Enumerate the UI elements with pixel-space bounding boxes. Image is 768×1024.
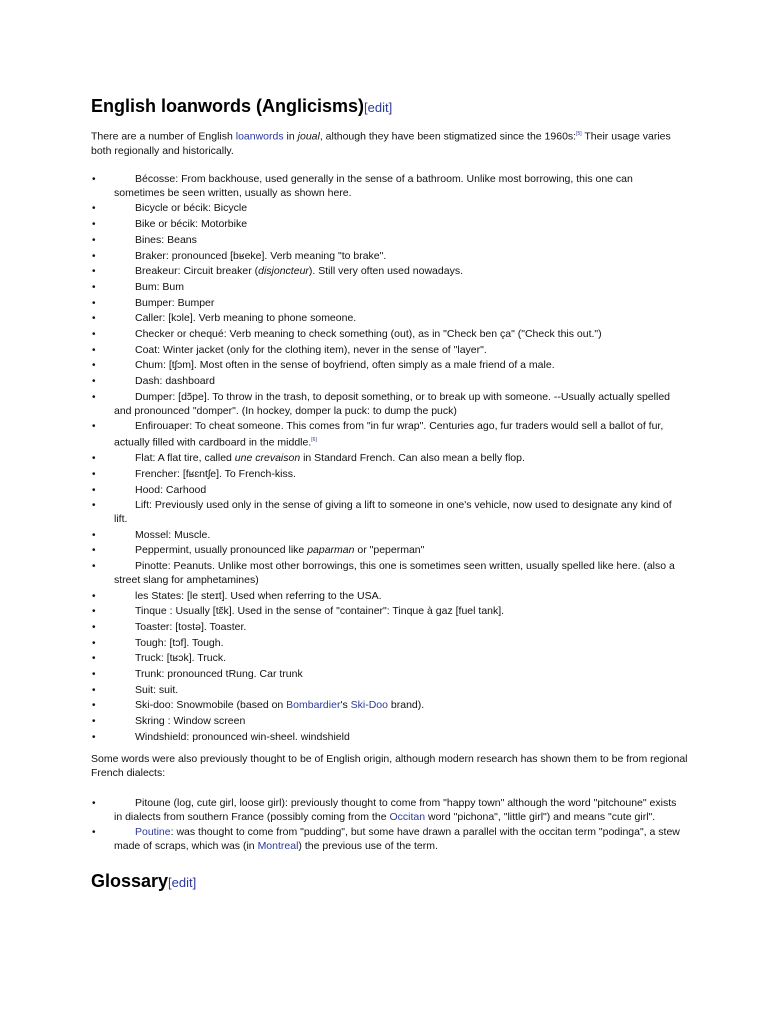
list-item: • Bicycle or bécik: Bicycle	[92, 202, 248, 215]
bullet-icon: •	[92, 421, 96, 433]
list-item: • Ski-doo: Snowmobile (based on Bombardier's Ski-Doo brand).	[92, 699, 425, 712]
list-item: • Checker or chequé: Verb meaning to check something (out), as in "Check ben ça" ("Check this out.")	[92, 327, 602, 340]
bullet-icon: •	[92, 561, 96, 573]
bullet-icon: •	[92, 590, 96, 602]
list-item: • Caller: [kɔle]. Verb meaning to phone someone.	[92, 312, 357, 325]
list-item: • Trunk: pronounced tRung. Car trunk	[92, 668, 303, 681]
bullet-icon: •	[92, 391, 96, 403]
list-item: • Mossel: Muscle.	[92, 528, 211, 541]
list-item: • Bumper: Bumper	[92, 296, 215, 309]
bullet-icon: •	[92, 529, 96, 541]
ski-doo-link[interactable]: Ski-Doo	[350, 699, 388, 712]
section-title: English loanwords (Anglicisms)	[91, 96, 365, 116]
list-item: • Flat: A flat tire, called une crevaison in Standard French. Can also mean a belly flop.	[92, 452, 525, 465]
bullet-icon: •	[92, 250, 96, 262]
bullet-icon: •	[92, 637, 96, 649]
bullet-icon: •	[92, 545, 96, 557]
joual-term: joual	[297, 130, 320, 143]
list-item: • Frencher: [fʁɛntʃe]. To French-kiss.	[92, 467, 296, 480]
list-item: • les States: [le steɪt]. Used when referring to the USA.	[92, 589, 382, 602]
list-item: • Lift: Previously used only in the sense of giving a lift to someone in one's vehicle, now used to designate any kind of lift.	[92, 499, 672, 526]
list-item: • Poutine: was thought to come from "pudding", but some have drawn a parallel with the occitan term "podinga", a stew made of scraps, which was (in Montreal) the previous use of the term.	[92, 826, 680, 853]
loanwords-link[interactable]: loanwords	[235, 130, 284, 143]
bullet-icon: •	[92, 716, 96, 728]
dialect-paragraph: Some words were also previously thought to be of English origin, although modern research has shown them to be from regional French dialects:	[91, 753, 688, 779]
bullet-icon: •	[92, 669, 96, 681]
loanword-list	[0, 173, 768, 746]
list-item: • Hood: Carhood	[92, 483, 207, 496]
list-item: • Peppermint, usually pronounced like paparman or "peperman"	[92, 544, 425, 557]
section-heading-glossary	[91, 871, 196, 892]
bullet-icon: •	[92, 174, 96, 185]
list-item: • Tinque : Usually [tɛ̃k]. Used in the sense of "container": Tinque à gaz [fuel tank].	[92, 605, 505, 618]
bullet-icon: •	[92, 798, 96, 809]
bullet-icon: •	[92, 313, 96, 325]
bullet-icon: •	[92, 468, 96, 480]
bullet-icon: •	[92, 234, 96, 246]
bullet-icon: •	[92, 484, 96, 496]
poutine-link[interactable]: Poutine	[135, 826, 171, 839]
occitan-link[interactable]: Occitan	[389, 810, 426, 823]
list-item: • Pitoune (log, cute girl, loose girl): previously thought to come from "happy town" although the word "pitchoune" exists in dialects from southern France (possibly coming from the Occitan word "pichona", "little girl") and means "cute girl".	[92, 797, 677, 823]
bullet-icon: •	[92, 653, 96, 665]
list-item: • Braker: pronounced [bʁeke]. Verb meaning "to brake".	[92, 249, 387, 262]
list-item: • Coat: Winter jacket (only for the clothing item), never in the sense of "layer".	[92, 343, 487, 356]
section-title: Glossary	[91, 871, 169, 891]
bullet-icon: •	[92, 344, 96, 356]
bullet-icon: •	[92, 328, 96, 340]
list-item: • Bum: Bum	[92, 280, 185, 293]
bullet-icon: •	[92, 827, 96, 839]
citation-ref[interactable]: [5]	[576, 131, 582, 137]
edit-link[interactable]: [edit]	[168, 875, 197, 890]
bullet-icon: •	[92, 684, 96, 696]
edit-link[interactable]: [edit]	[364, 100, 393, 115]
bullet-icon: •	[92, 621, 96, 633]
bullet-icon: •	[92, 376, 96, 388]
list-item: • Pinotte: Peanuts. Unlike most other borrowings, this one is sometimes seen written, usually spelled like here. (also a street slang for amphetamines)	[92, 560, 675, 586]
intro-paragraph: There are a number of English loanwords in joual, although they have been stigmatized since the 1960s:[5] Their usage varies both regionally and historically.	[91, 130, 671, 157]
list-item: • Tough: [tɔf]. Tough.	[92, 636, 224, 649]
list-item: • Truck: [tʁɔk]. Truck.	[92, 652, 227, 665]
list-item: • Toaster: [tostə]. Toaster.	[92, 620, 247, 633]
bullet-icon: •	[92, 453, 96, 465]
dialect-word-list	[0, 797, 768, 856]
section-heading-anglicisms	[91, 96, 392, 117]
bullet-icon: •	[92, 297, 96, 309]
bullet-icon: •	[92, 700, 96, 712]
list-item: • Dash: dashboard	[92, 375, 215, 388]
bullet-icon: •	[92, 731, 96, 743]
list-item: • Skring : Window screen	[92, 715, 246, 728]
bullet-icon: •	[92, 500, 96, 512]
list-item: • Bécosse: From backhouse, used generally in the sense of a bathroom. Unlike most borrowing, this one can sometimes be seen written, usually as shown here.	[92, 173, 633, 199]
bullet-icon: •	[92, 266, 96, 278]
montreal-link[interactable]: Montreal	[257, 840, 299, 853]
bullet-icon: •	[92, 203, 96, 215]
list-item: • Windshield: pronounced win-sheel. windshield	[92, 730, 350, 743]
bombardier-link[interactable]: Bombardier	[286, 699, 341, 712]
list-item: • Dumper: [dɔ̃pe]. To throw in the trash, to deposit something, or to break up with someone. --Usually actually spelled and pronounced "domper". (In hockey, domper la puck: to dump the puck)	[92, 390, 670, 417]
bullet-icon: •	[92, 360, 96, 372]
citation-ref[interactable]: [6]	[311, 437, 317, 444]
list-item: • Bines: Beans	[92, 233, 197, 246]
list-item: • Breakeur: Circuit breaker (disjoncteur). Still very often used nowadays.	[92, 265, 463, 278]
bullet-icon: •	[92, 606, 96, 618]
list-item: • Enfirouaper: To cheat someone. This comes from "in fur wrap". Centuries ago, fur traders would sell a ballot of fur, actually filled with cardboard in the middle.[6]	[92, 420, 664, 449]
list-item: • Suit: suit.	[92, 683, 179, 696]
list-item: • Bike or bécik: Motorbike	[92, 218, 248, 231]
bullet-icon: •	[92, 281, 96, 293]
bullet-icon: •	[92, 219, 96, 231]
list-item: • Chum: [tʃɔm]. Most often in the sense of boyfriend, often simply as a male friend of a male.	[92, 359, 555, 372]
